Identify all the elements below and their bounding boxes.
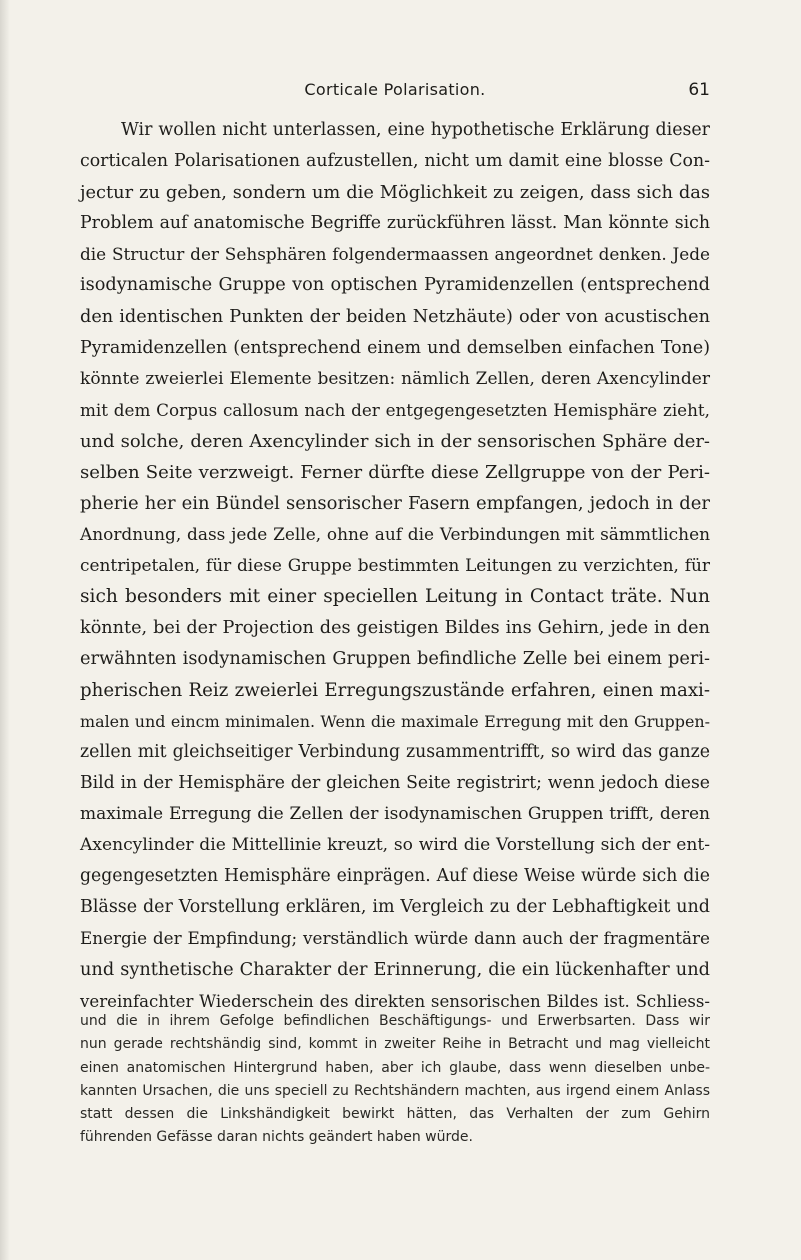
text-line: corticalen Polarisationen aufzustellen, nicht um damit eine blosse Con- [80,151,710,172]
text-line: malen und eincm minimalen. Wenn die maximale Erregung mit den Gruppen- [80,711,710,731]
footnote-line: und die in ihrem Gefolge befindlichen Beschäftigungs- und Erwerbsarten. Dass wir [80,1013,710,1029]
text-line: könnte zweierlei Elemente besitzen: nämlich Zellen, deren Axencylinder [80,368,710,389]
footnote-line: einen anatomischen Hintergrund haben, aber ich glaube, dass wenn dieselben unbe- [80,1059,710,1076]
text-line: vereinfachter Wiederschein des direkten sensorischen Bildes ist. Schliess- [80,991,710,1011]
footnote-line: kannten Ursachen, die uns speciell zu Rechtshändern machten, aus irgend einem Anlass [80,1082,710,1099]
text-line: Wir wollen nicht unterlassen, eine hypothetische Erklärung dieser [121,120,710,140]
footnote-line: nun gerade rechtshändig sind, kommt in zweiter Reihe in Betracht und mag vielleicht [80,1036,710,1053]
body-paragraph [80,115,710,1017]
text-line: Pyramidenzellen (entsprechend einem und demselben einfachen Tone) [80,337,710,358]
page-number: 61 [688,80,710,100]
text-line: Problem auf anatomische Begriffe zurückführen lässt. Man könnte sich [80,213,710,234]
text-line: Anordnung, dass jede Zelle, ohne auf die Verbindungen mit sämmtlichen [80,524,710,545]
text-line: centripetalen, für diese Gruppe bestimmten Leitungen zu verzichten, für [80,555,710,576]
text-line: Axencylinder die Mittellinie kreuzt, so wird die Vorstellung sich der ent- [80,835,710,856]
page-edge-shadow [0,0,10,1260]
text-line: könnte, bei der Projection des geistigen Bildes ins Gehirn, jede in den [80,617,710,638]
text-line: Blässe der Vorstellung erklären, im Vergleich zu der Lebhaftigkeit und [80,897,710,918]
text-line: die Structur der Sehsphären folgendermaassen angeordnet denken. Jede [80,244,710,265]
text-line: pherischen Reiz zweierlei Erregungszustände erfahren, einen maxi- [80,679,710,701]
text-line: Bild in der Hemisphäre der gleichen Seite registrirt; wenn jedoch diese [80,772,710,793]
text-line: den identischen Punkten der beiden Netzhäute) oder von acustischen [80,306,710,327]
text-line: selben Seite verzweigt. Ferner dürfte diese Zellgruppe von der Peri- [80,462,710,484]
text-line: erwähnten isodynamischen Gruppen befindliche Zelle bei einem peri- [80,648,710,669]
running-head [80,80,710,102]
text-line: mit dem Corpus callosum nach der entgegengesetzten Hemisphäre zieht, [80,399,710,420]
text-line: und synthetische Charakter der Erinnerung, die ein lückenhafter und [80,959,710,980]
text-line: maximale Erregung die Zellen der isodynamischen Gruppen trifft, deren [80,804,710,825]
footnote-line: statt dessen die Linkshändigkeit bewirkt hätten, das Verhalten der zum Gehirn [80,1106,710,1123]
text-line: isodynamische Gruppe von optischen Pyramidenzellen (entsprechend [80,275,710,296]
text-line: und solche, deren Axencylinder sich in der sensorischen Sphäre der- [80,430,710,452]
running-title: Corticale Polarisation. [304,80,486,99]
text-line: zellen mit gleichseitiger Verbindung zusammentrifft, so wird das ganze [80,741,710,762]
text-line: sich besonders mit einer speciellen Leitung in Contact träte. Nun [80,586,710,608]
footnote [80,1010,710,1150]
text-line: gegengesetzten Hemisphäre einprägen. Auf diese Weise würde sich die [80,866,710,887]
footnote-line: führenden Gefässe daran nichts geändert haben würde. [80,1129,473,1146]
text-line: jectur zu geben, sondern um die Möglichkeit zu zeigen, dass sich das [80,182,710,204]
text-line: pherie her ein Bündel sensorischer Fasern empfangen, jedoch in der [80,493,710,515]
text-line: Energie der Empfindung; verständlich würde dann auch der fragmentäre [80,928,710,949]
